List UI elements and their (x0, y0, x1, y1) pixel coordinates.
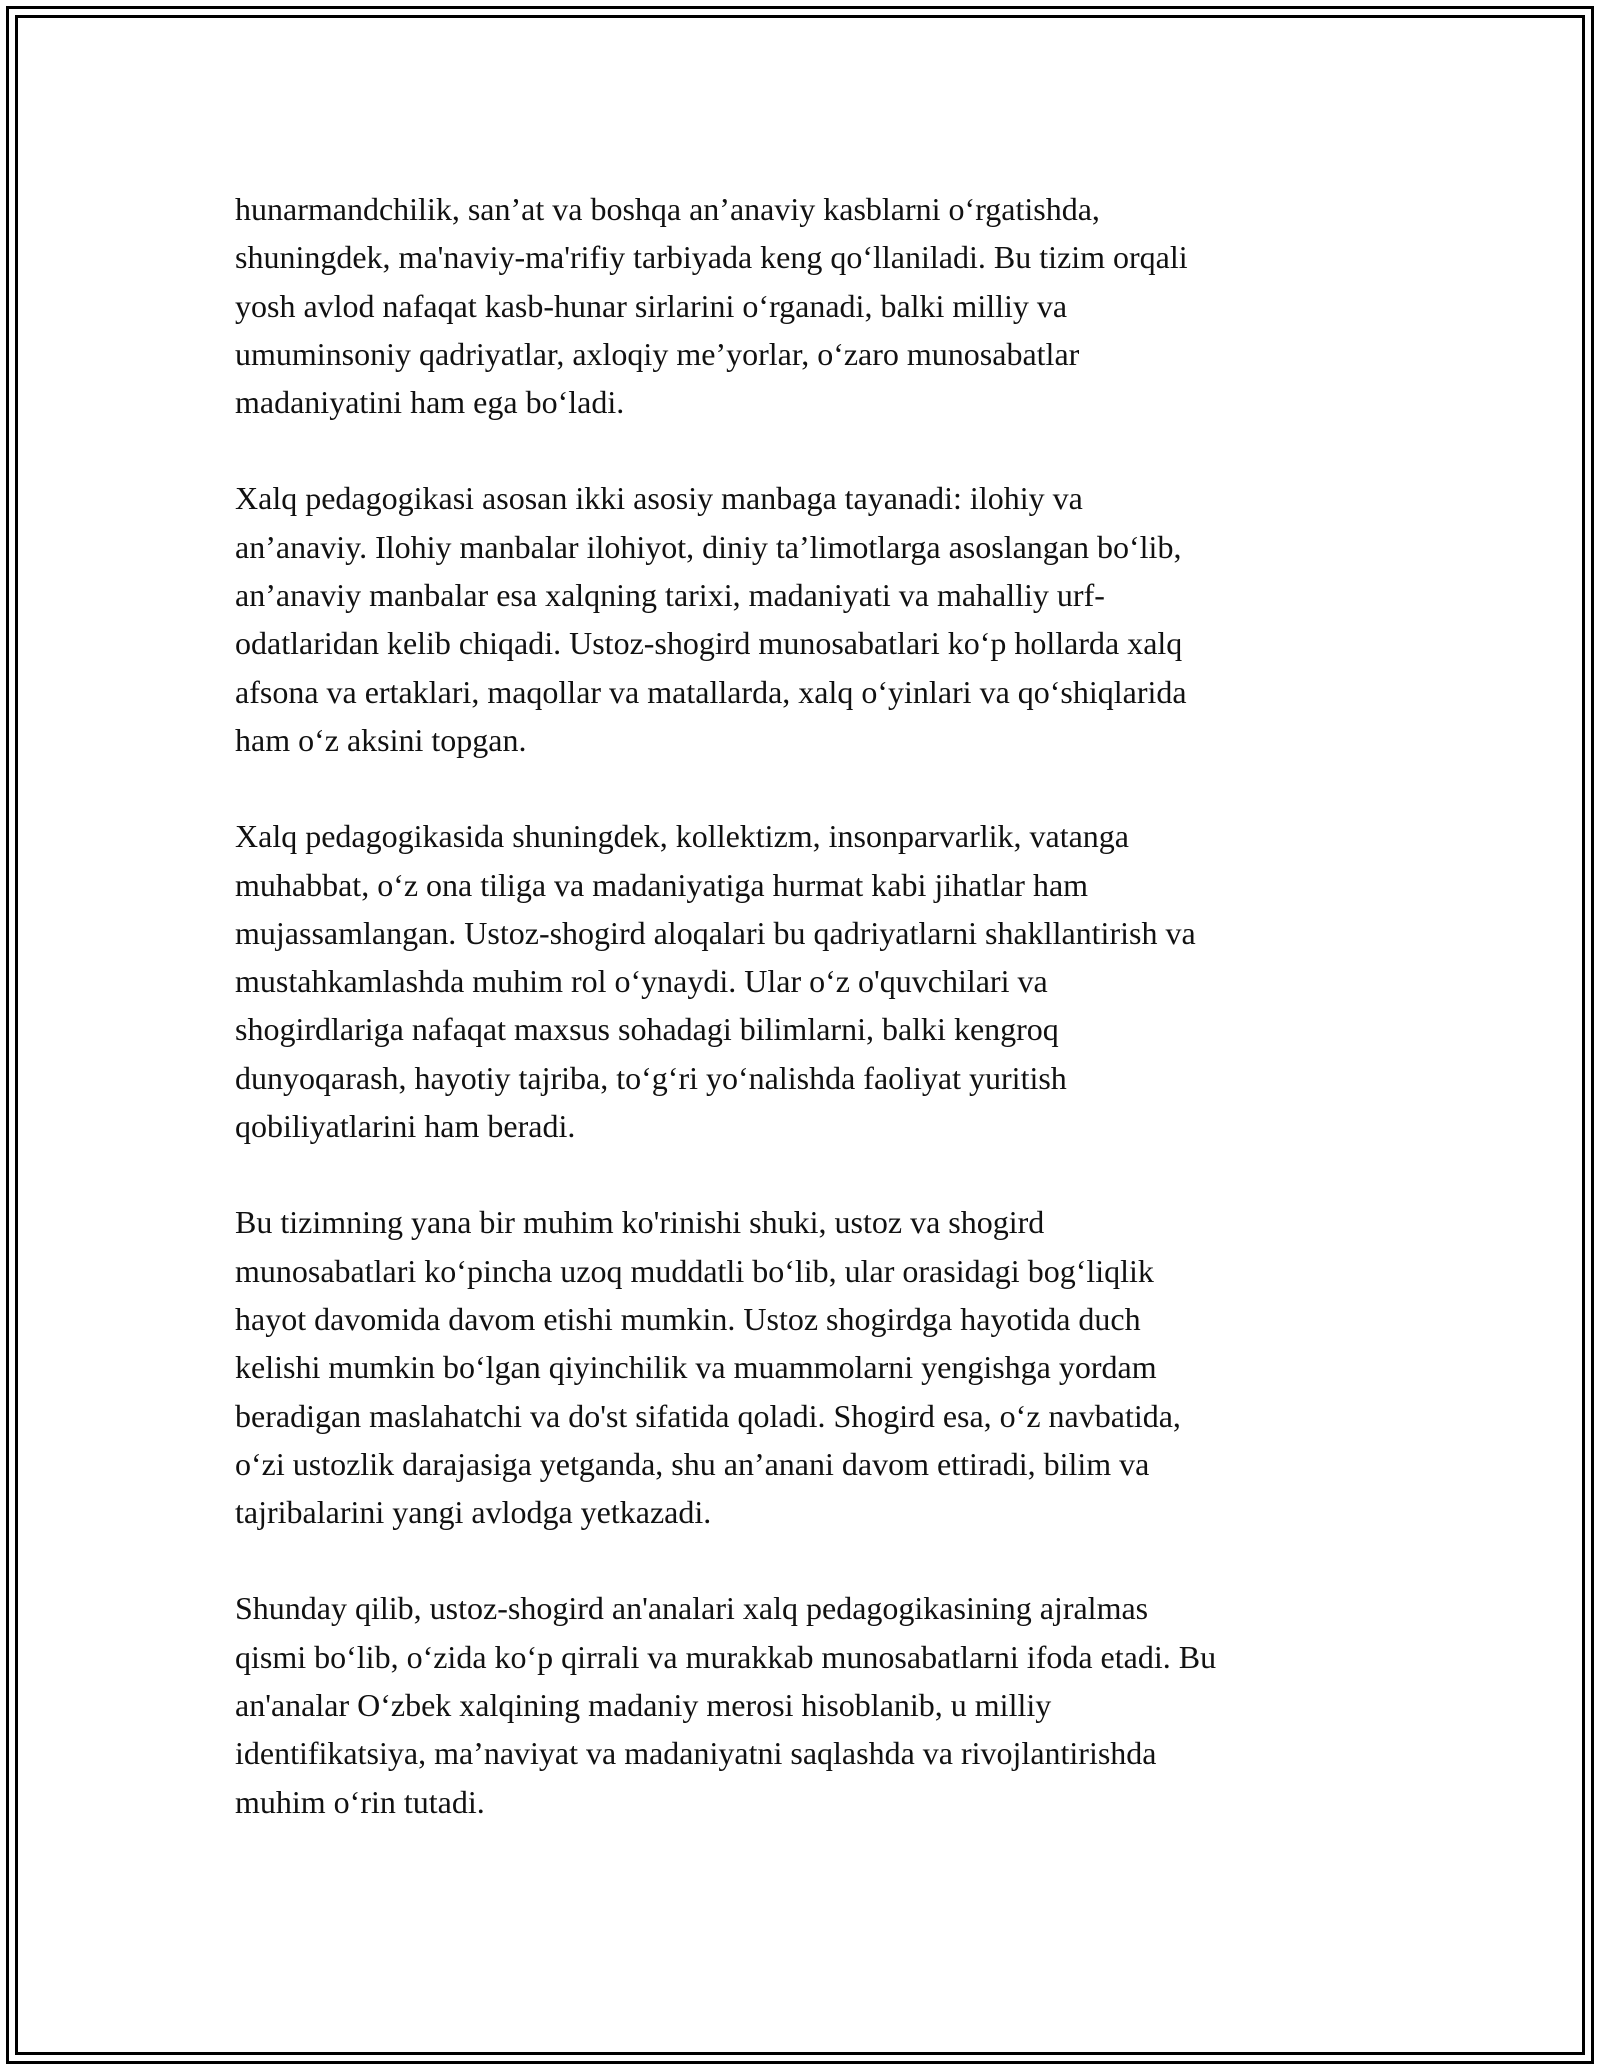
text-line: hayot davomida davom etishi mumkin. Ustoz shogirdga hayotida duch (235, 1300, 1141, 1337)
text-line: an’anaviy manbalar esa xalqning tarixi, madaniyati va mahalliy urf- (235, 577, 1105, 614)
text-line: tajribalarini yangi avlodga yetkazadi. (235, 1494, 712, 1531)
text-line: o‘zi ustozlik darajasiga yetganda, shu an’anani davom ettiradi, bilim va (235, 1445, 1150, 1482)
text-line: qismi bo‘lib, o‘zida ko‘p qirrali va murakkab munosabatlarni ifoda etadi. Bu (235, 1638, 1217, 1675)
text-line: Shunday qilib, ustoz-shogird an'analari xalq pedagogikasining ajralmas (235, 1590, 1149, 1627)
paragraph-4 (235, 1198, 1365, 1536)
text-line: shogirdlariga nafaqat maxsus sohadagi bilimlarni, balki kengroq (235, 1011, 1059, 1048)
text-line: afsona va ertaklari, maqollar va matallarda, xalq o‘yinlari va qo‘shiqlarida (235, 673, 1187, 710)
text-line: munosabatlari ko‘pincha uzoq muddatli bo‘lib, ular orasidagi bog‘liqlik (235, 1252, 1154, 1289)
text-line: hunarmandchilik, san’at va boshqa an’anaviy kasblarni o‘rgatishda, (235, 191, 1100, 227)
text-line: kelishi mumkin bo‘lgan qiyinchilik va muammolarni yengishga yordam (235, 1349, 1157, 1386)
text-line: odatlaridan kelib chiqadi. Ustoz-shogird munosabatlari ko‘p hollarda xalq (235, 625, 1183, 662)
text-line: qobiliyatlarini ham beradi. (235, 1108, 576, 1145)
text-line: muhabbat, o‘z ona tiliga va madaniyatiga hurmat kabi jihatlar ham (235, 866, 1089, 903)
document-body (235, 185, 1365, 1874)
paragraph-2 (235, 474, 1365, 764)
text-line: dunyoqarash, hayotiy tajriba, to‘g‘ri yo‘nalishda faoliyat yuritish (235, 1059, 1067, 1096)
text-line: beradigan maslahatchi va do'st sifatida qoladi. Shogird esa, o‘z navbatida, (235, 1397, 1181, 1434)
text-line: Xalq pedagogikasida shuningdek, kollektizm, insonparvarlik, vatanga (235, 818, 1129, 855)
text-line: mujassamlangan. Ustoz-shogird aloqalari bu qadriyatlarni shakllantirish va (235, 914, 1196, 951)
text-line: an’anaviy. Ilohiy manbalar ilohiyot, diniy ta’limotlarga asoslangan bo‘lib, (235, 528, 1182, 565)
text-line: ham o‘z aksini topgan. (235, 721, 527, 758)
text-line: muhim o‘rin tutadi. (235, 1783, 485, 1820)
paragraph-3 (235, 812, 1365, 1150)
text-line: identifikatsiya, ma’naviyat va madaniyatni saqlashda va rivojlantirishda (235, 1735, 1157, 1772)
text-line: Bu tizimning yana bir muhim ko'rinishi shuki, ustoz va shogird (235, 1204, 1045, 1241)
text-line: yosh avlod nafaqat kasb-hunar sirlarini o‘rganadi, balki milliy va (235, 287, 1068, 324)
paragraph-5 (235, 1584, 1365, 1825)
text-line: an'analar O‘zbek xalqining madaniy merosi hisoblanib, u milliy (235, 1687, 1052, 1724)
text-line: shuningdek, ma'naviy-ma'rifiy tarbiyada keng qo‘llaniladi. Bu tizim orqali (235, 239, 1188, 276)
text-line: madaniyatini ham ega bo‘ladi. (235, 384, 625, 421)
text-line: mustahkamlashda muhim rol o‘ynaydi. Ular o‘z o'quvchilari va (235, 963, 1048, 1000)
text-line: Xalq pedagogikasi asosan ikki asosiy manbaga tayanadi: ilohiy va (235, 480, 1083, 517)
paragraph-1 (235, 185, 1365, 426)
text-line: umuminsoniy qadriyatlar, axloqiy me’yorlar, o‘zaro munosabatlar (235, 335, 1080, 372)
